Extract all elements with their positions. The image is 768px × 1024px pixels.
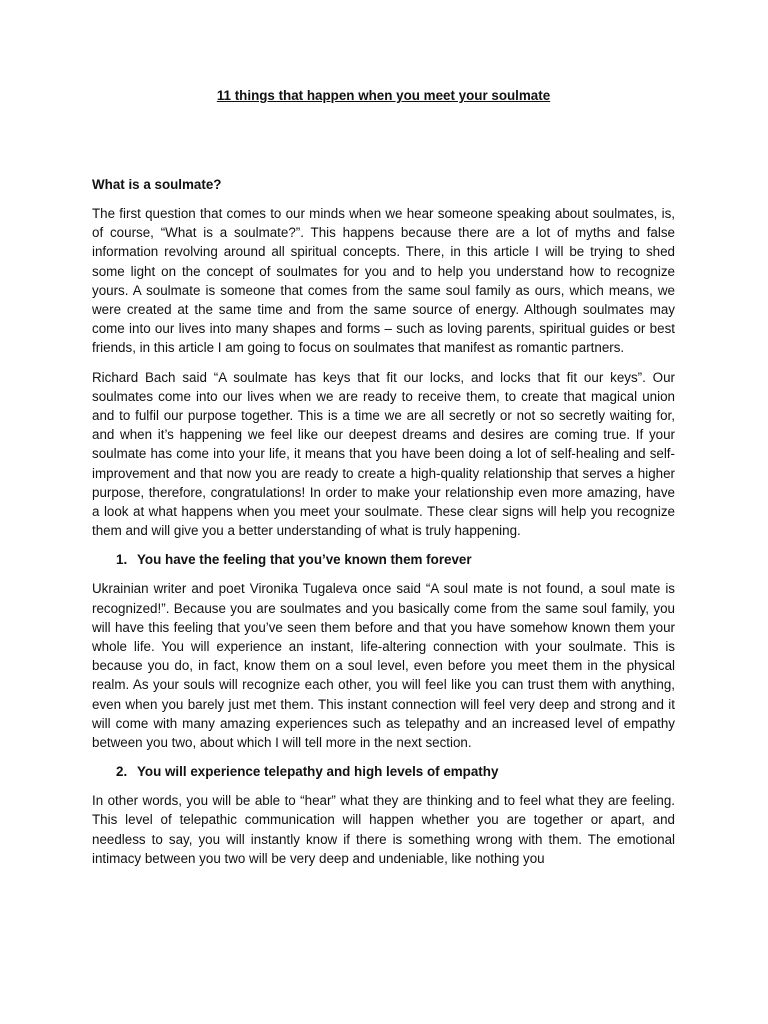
list-item-paragraph: Ukrainian writer and poet Vironika Tugaleva once said “A soul mate is not found, a soul mate is recognized!”. Because you are soulmates and you basically come from the same soul family, you will have this feeling that you’ve seen them before and that you have somehow known them your whole life. You will experience an instant, life-altering connection with your soulmate. This is because you do, in fact, know them on a soul level, even before you meet them in the physical realm. As your souls will recognize each other, you will feel like you can trust them with anything, even when you barely just met them. This instant connection will feel very deep and strong and it will come with many amazing experiences such as telepathy and an increased level of empathy between you two, about which I will tell more in the next section. <box>92 581 675 751</box>
list-item-paragraph: In other words, you will be able to “hear” what they are thinking and to feel what they are feeling. This level of telepathic communication will happen whether you are together or apart, and needless to say, you will instantly know if there is something wrong with them. The emotional intimacy between you two will be very deep and undeniable, like nothing you <box>92 793 675 866</box>
section-heading: What is a soulmate? <box>92 177 222 192</box>
list-item-number: 1. <box>116 552 128 568</box>
document-page <box>92 86 675 878</box>
list-item-heading <box>92 762 675 781</box>
list-item-heading-text: You have the feeling that you’ve known them forever <box>137 552 472 568</box>
document-title: 11 things that happen when you meet your soulmate <box>216 88 551 103</box>
list-item-heading-text: You will experience telepathy and high levels of empathy <box>137 764 499 780</box>
intro-paragraph: The first question that comes to our minds when we hear someone speaking about soulmates, is, of course, “What is a soulmate?”. This happens because there are a lot of myths and false information revolving around all spiritual concepts. There, in this article I will be trying to shed some light on the concept of soulmates for you and to help you understand how to recognize yours. A soulmate is someone that comes from the same soul family as ours, which means, we were created at the same time and from the same source of energy. Although soulmates may come into our lives into many shapes and forms – such as loving parents, spiritual guides or best friends, in this article I am going to focus on soulmates that manifest as romantic partners. <box>92 206 675 356</box>
quote-paragraph: Richard Bach said “A soulmate has keys that fit our locks, and locks that fit our keys”. Our soulmates come into our lives when we are ready to receive them, to create that magical union and to fulfil our purpose together. This is a time we are all secretly or not so secretly waiting for, and when it’s happening we feel like our deepest dreams and desires are coming true. If your soulmate has come into your life, it means that you have been doing a lot of self-healing and self-improvement and that now you are ready to create a high-quality relationship that serves a higher purpose, therefore, congratulations! In order to make your relationship even more amazing, have a look at what happens when you meet your soulmate. These clear signs will help you recognize them and will give you a better understanding of what is truly happening. <box>92 369 675 539</box>
list-item-number: 2. <box>116 764 128 780</box>
list-item-heading <box>92 550 675 569</box>
